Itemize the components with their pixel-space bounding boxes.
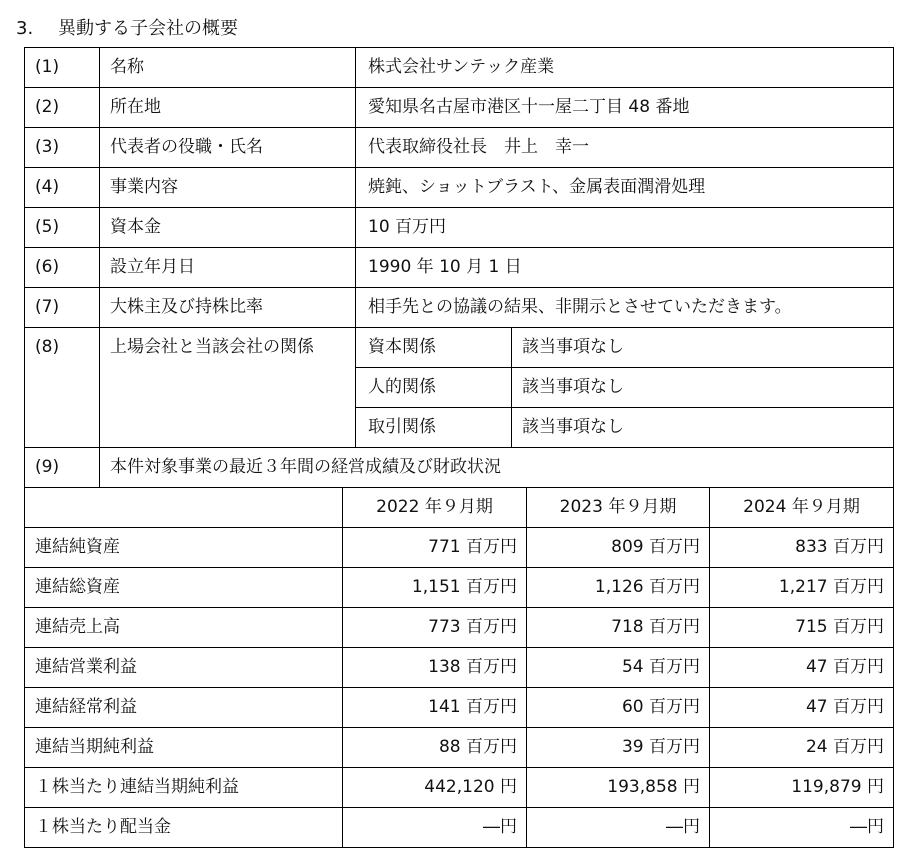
financial-value-cell [342,767,527,808]
financial-row-label: 連結営業利益 [35,657,137,677]
financial-value-cell [709,567,894,608]
financial-value-cell [342,567,527,608]
financial-value-cell [342,647,527,688]
item-number-cell [24,287,100,328]
item-label-cell [99,87,356,128]
financial-value-cell [526,567,710,608]
financial-row-label: 連結経常利益 [35,697,137,717]
financial-value: 773 百万円 [428,617,517,637]
financial-row-label: １株当たり連結当期純利益 [35,777,239,797]
financial-value-cell [526,727,710,768]
item-number-cell [24,87,100,128]
item-label-cell [99,247,356,288]
financial-value-cell [709,647,894,688]
item-number-cell [24,47,100,88]
financial-row-label-cell [24,607,343,648]
financial-value-cell [709,767,894,808]
financial-value-cell [526,767,710,808]
financial-row-label: 連結売上高 [35,617,120,637]
financial-value: 141 百万円 [428,697,517,717]
relation-type: 資本関係 [368,337,436,357]
financial-value: 24 百万円 [805,737,884,757]
relation-value-cell [511,327,894,368]
item-label-cell [99,287,356,328]
relation-type-cell [355,367,512,408]
relation-value-cell [511,407,894,448]
financial-value: 39 百万円 [621,737,700,757]
financial-row-label: 連結当期純利益 [35,737,154,757]
financial-value-cell [709,687,894,728]
financial-number-cell [24,447,100,488]
period-header: 2022 年９月期 [376,497,493,517]
section-title: 異動する子会社の概要 [58,18,238,39]
item-label: 代表者の役職・氏名 [110,137,263,157]
period-header: 2023 年９月期 [559,497,677,517]
relation-value-cell [511,367,894,408]
period-header-cell [709,487,894,528]
item-value: 10 百万円 [368,217,447,237]
item-value: 焼鈍、ショットブラスト、金属表面潤滑処理 [368,177,706,197]
financial-value: 771 百万円 [428,537,517,557]
item-label: 資本金 [110,217,161,237]
item-label: 所在地 [110,97,161,117]
financial-row-label-cell [24,767,343,808]
financial-value: ―円 [483,817,517,837]
item-number: (5) [35,217,60,237]
financial-row-label-cell [24,647,343,688]
financial-value: 193,858 円 [607,777,700,797]
item-label: 事業内容 [110,177,178,197]
relation-value: 該当事項なし [522,377,624,397]
financial-title-cell [99,447,894,488]
financial-value-cell [526,607,710,648]
financial-value: 718 百万円 [611,617,700,637]
item-label-cell [99,127,356,168]
financial-value-cell [709,807,894,848]
financial-value: 715 百万円 [795,617,884,637]
financial-row-label-cell [24,807,343,848]
financial-value: 1,151 百万円 [411,577,517,597]
period-header-cell [526,487,710,528]
relation-type: 取引関係 [368,417,436,437]
item-number-cell [24,127,100,168]
financial-value-cell [709,727,894,768]
item-number: (3) [35,137,60,157]
item-value: 相手先との協議の結果、非開示とさせていただきます。 [368,297,792,317]
item-label-cell [99,207,356,248]
financial-value-cell [342,807,527,848]
item-value: 愛知県名古屋市港区十一屋二丁目 48 番地 [368,97,690,117]
relation-number-cell [24,327,100,448]
financial-value: 88 百万円 [438,737,517,757]
financial-value-cell [526,527,710,568]
section-number: 3. [16,18,34,39]
item-value-cell [355,167,894,208]
financial-value: 1,126 百万円 [594,577,700,597]
financial-value-cell [526,807,710,848]
item-value-cell [355,247,894,288]
item-value-cell [355,87,894,128]
item-value-cell [355,207,894,248]
financial-row-label-cell [24,567,343,608]
item-label: 大株主及び持株比率 [110,297,263,317]
item-number: (2) [35,97,60,117]
financial-value: 1,217 百万円 [778,577,884,597]
financial-value: 442,120 円 [424,777,517,797]
financial-value: 833 百万円 [795,537,884,557]
financial-value: 60 百万円 [621,697,700,717]
relation-type-cell [355,407,512,448]
financial-row-label-cell [24,527,343,568]
item-value: 1990 年 10 月 1 日 [368,257,522,277]
item-label: 名称 [110,57,144,77]
relation-type-cell [355,327,512,368]
item-number: (7) [35,297,60,317]
item-value-cell [355,47,894,88]
financial-value: 119,879 円 [791,777,884,797]
relation-number: (8) [35,337,60,357]
financial-row-label-cell [24,727,343,768]
item-label-cell [99,47,356,88]
financial-value: ―円 [850,817,884,837]
relation-label-cell [99,327,356,448]
item-value: 代表取締役社長 井上 幸一 [368,137,589,157]
item-value-cell [355,127,894,168]
financial-row-label: 連結総資産 [35,577,120,597]
relation-value: 該当事項なし [522,417,624,437]
financial-value-cell [709,527,894,568]
relation-label: 上場会社と当該会社の関係 [110,337,314,357]
financial-value: 47 百万円 [805,657,884,677]
item-number-cell [24,167,100,208]
section-heading [16,14,238,40]
financial-value: 809 百万円 [611,537,700,557]
financial-header-blank [24,487,343,528]
financial-value: ―円 [666,817,700,837]
item-label: 設立年月日 [110,257,195,277]
relation-type: 人的関係 [368,377,436,397]
financial-row-label: １株当たり配当金 [35,817,171,837]
financial-value-cell [342,687,527,728]
period-header: 2024 年９月期 [743,497,860,517]
financial-value-cell [342,527,527,568]
item-number-cell [24,207,100,248]
relation-value: 該当事項なし [522,337,624,357]
financial-row-label: 連結純資産 [35,537,120,557]
financial-title: 本件対象事業の最近３年間の経営成績及び財政状況 [110,457,501,477]
item-number: (1) [35,57,60,77]
item-value: 株式会社サンテック産業 [368,57,555,77]
financial-number: (9) [35,457,60,477]
financial-value-cell [526,647,710,688]
item-label-cell [99,167,356,208]
financial-value-cell [526,687,710,728]
financial-value-cell [342,607,527,648]
financial-value-cell [342,727,527,768]
item-number-cell [24,247,100,288]
financial-value-cell [709,607,894,648]
financial-value: 47 百万円 [805,697,884,717]
financial-row-label-cell [24,687,343,728]
item-number: (6) [35,257,60,277]
financial-value: 54 百万円 [621,657,700,677]
period-header-cell [342,487,527,528]
item-value-cell [355,287,894,328]
item-number: (4) [35,177,60,197]
financial-value: 138 百万円 [428,657,517,677]
